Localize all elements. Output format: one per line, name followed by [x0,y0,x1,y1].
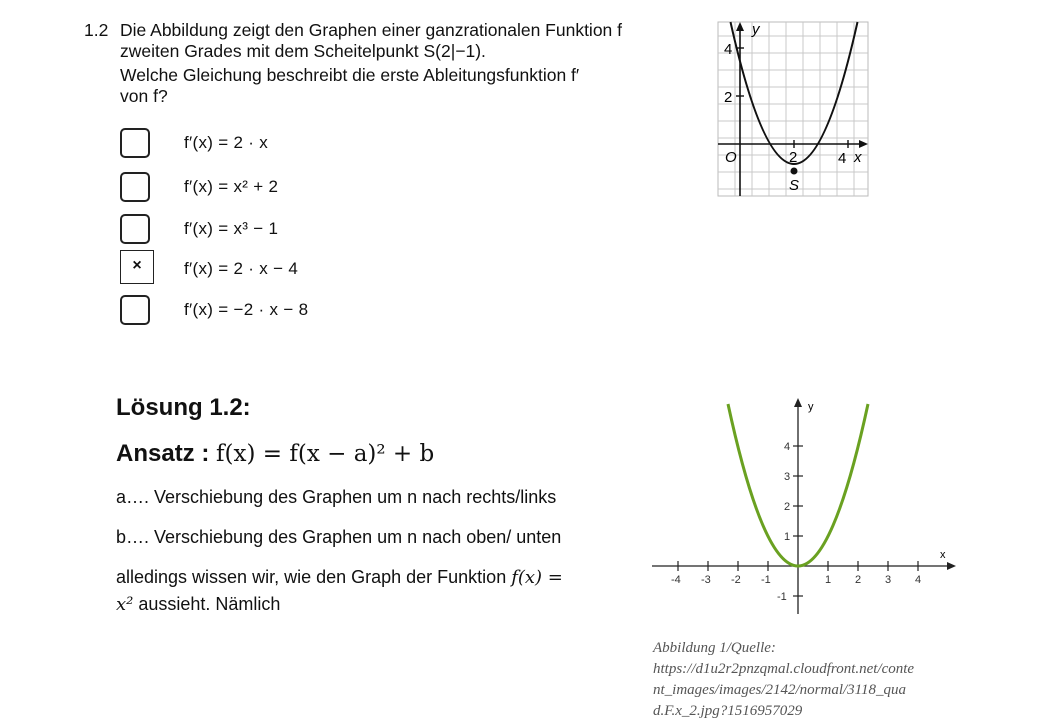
solution-line-c-math: f(x) = [511,567,563,588]
figure-1-xtick-4: 4 [838,150,847,167]
solution-line-c [116,564,636,618]
option-4-label: f′(x) = 2 · x − 4 [184,259,299,278]
figure-2-x-tick-label: 4 [915,574,922,586]
figure-1-graph [716,20,872,200]
figure-2-x-tick-label: 3 [885,574,892,586]
figure-2-y-tick-label: 2 [784,501,791,513]
figure-2-x-tick-label: 2 [855,574,862,586]
figure-2-x-arrow-icon [947,562,956,570]
figure-2-y-tick-label: -1 [777,591,787,603]
option-1[interactable] [120,128,480,162]
solution-line-c2-text: aussieht. Nämlich [133,594,281,614]
ansatz-line [116,440,434,468]
option-3[interactable] [120,214,480,248]
solution-line-c2-math: x² [116,594,134,615]
solution-line-c-text: alledings wissen wir, wie den Graph der Funktion [116,567,512,587]
option-3-checkbox[interactable] [120,214,150,244]
figure-1-xlabel: x [854,149,862,166]
figure-2-y-tick-label: 3 [784,471,791,483]
question-line-4: von f? [120,86,168,106]
figure-1-ytick-4: 4 [724,41,733,58]
ansatz-formula: f(x) = f(x − a)² + b [216,441,435,467]
option-1-label: f′(x) = 2 · x [184,133,269,152]
ansatz-label: Ansatz : [116,440,217,467]
option-1-checkbox[interactable] [120,128,150,158]
caption-line-1: Abbildung 1/Quelle: [653,640,776,656]
figure-2-y-tick-label: 1 [784,531,791,543]
figure-2-x-tick-label: -3 [701,574,711,586]
figure-2-y-arrow-icon [794,398,802,407]
caption-line-4: d.F.x_2.jpg?1516957029 [653,703,803,719]
option-2-checkbox[interactable] [120,172,150,202]
option-5-label: f′(x) = −2 · x − 8 [184,300,309,319]
option-2[interactable] [120,172,480,206]
question-line-1: Die Abbildung zeigt den Graphen einer ganzrationalen Funktion f [120,20,623,40]
question-line-2: zweiten Grades mit dem Scheitelpunkt S(2|−1). [120,41,486,61]
option-5[interactable] [120,295,480,329]
caption-line-2: https://d1u2r2pnzqmal.cloudfront.net/conte [653,661,915,677]
figure-1-vertex-point [791,168,798,175]
solution-line-a: a…. Verschiebung des Graphen um n nach rechts/links [116,487,557,507]
figure-1-xtick-2: 2 [789,149,798,166]
checked-mark-icon: × [132,257,142,274]
caption-line-3: nt_images/images/2142/normal/3118_qua [653,682,907,698]
option-2-label: f′(x) = x² + 2 [184,177,279,196]
option-5-checkbox[interactable] [120,295,150,325]
solution-line-b: b…. Verschiebung des Graphen um n nach oben/ unten [116,527,562,547]
figure-2-x-tick-label: -2 [731,574,741,586]
option-3-label: f′(x) = x³ − 1 [184,219,279,238]
figure-1-ytick-2: 2 [724,89,733,106]
figure-2-y-tick-marks [777,441,803,603]
figure-2-ylabel: y [808,401,814,413]
figure-2-graph [650,396,960,616]
question-line-3: Welche Gleichung beschreibt die erste Ableitungsfunktion f′ [120,65,580,85]
figure-2-x-tick-label: -4 [671,574,681,586]
solution-title: Lösung 1.2: [116,394,251,421]
option-4-checkbox[interactable] [120,250,154,284]
figure-1-vertex-label: S [789,177,800,194]
figure-2-xlabel: x [940,549,946,561]
figure-1-ylabel: y [752,21,760,38]
figure-2-y-tick-label: 4 [784,441,791,453]
option-4[interactable] [120,254,480,288]
figure-1-origin: O [725,149,737,166]
figure-2-x-tick-label: 1 [825,574,832,586]
figure-2-x-tick-label: -1 [761,574,771,586]
question-number: 1.2 [84,20,109,40]
figure-caption [653,638,973,722]
